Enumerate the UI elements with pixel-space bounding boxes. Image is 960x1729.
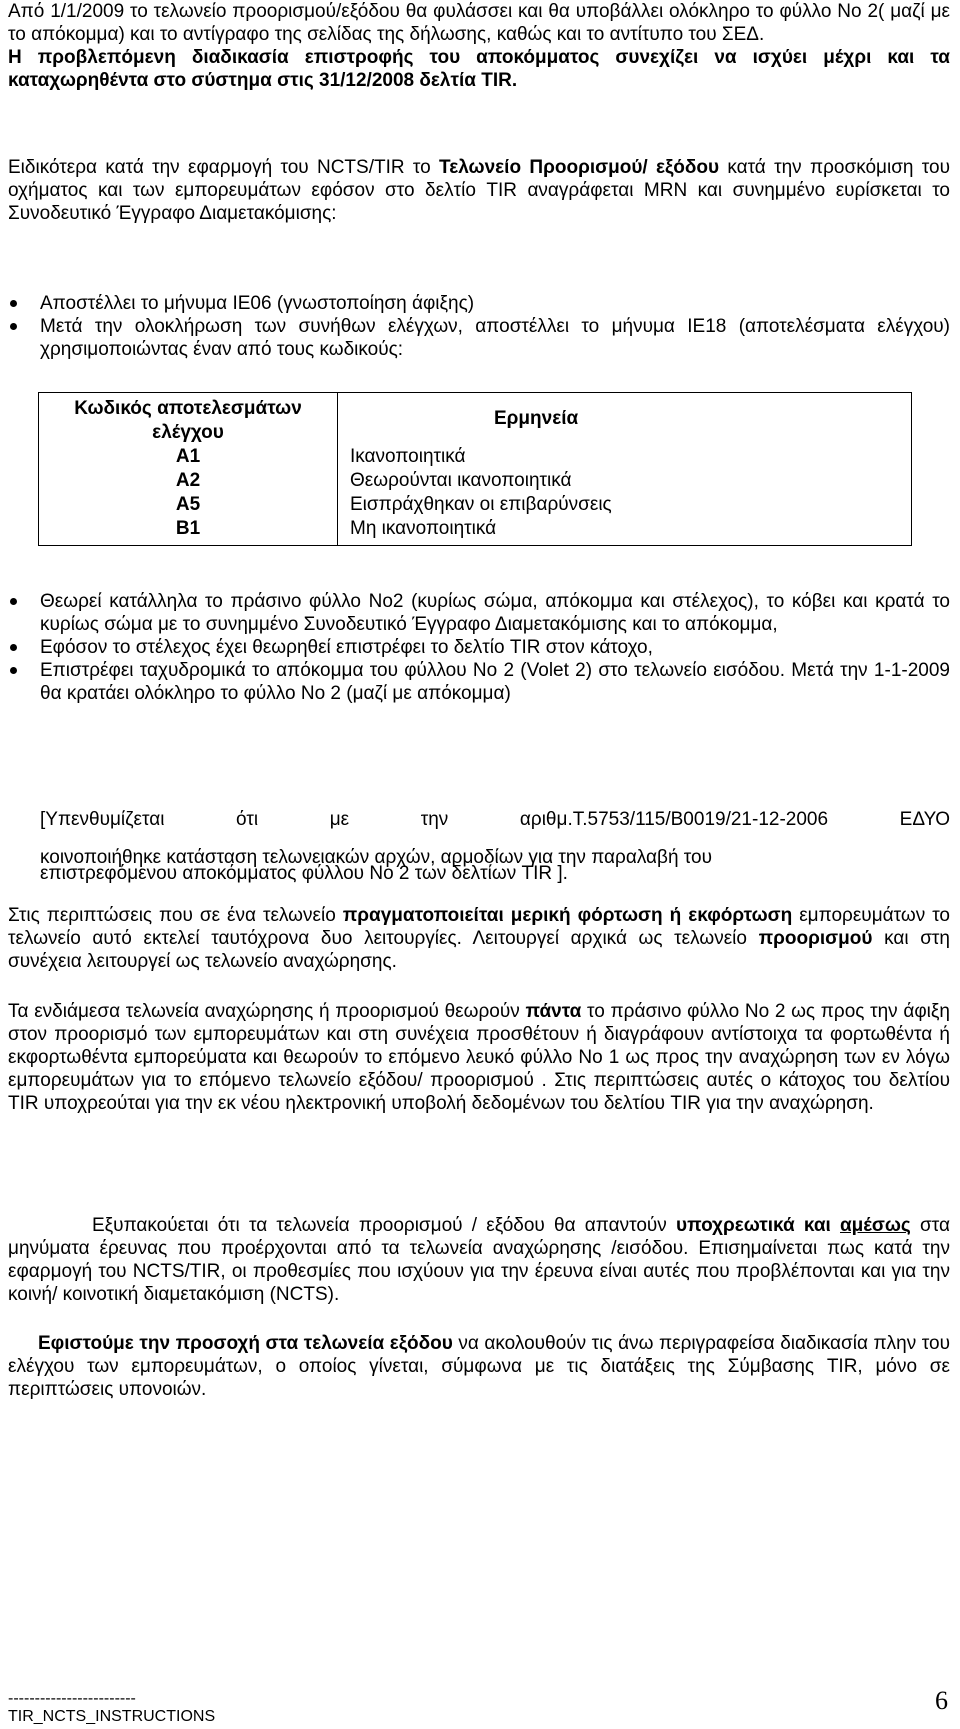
- bullet-icon: [10, 667, 17, 674]
- list-item: [8, 315, 950, 361]
- meaning-cell: Μη ικανοποιητικά: [350, 518, 497, 539]
- intro-text: Από 1/1/2009 το τελωνείο προορισμού/εξόδου θα φυλάσσει και θα υποβάλλει ολόκληρο το φύλλο Νο 2( μαζί με το απόκομμα) και το αντίγραφο της σελίδας της δήλωσης, καθώς και το αντίτυπο του ΣΕΔ.: [8, 1, 950, 45]
- bullet-icon: [10, 644, 17, 651]
- para4-text-1: Τα ενδιάμεσα τελωνεία αναχώρησης ή προορισμού θεωρούν: [8, 1001, 526, 1022]
- list-item: [8, 590, 950, 636]
- para2-text-2: κατά την προσκόμιση του οχήματος και των εμπορευμάτων εφόσον στο δελτίο TIR αναγράφεται MRN και συνημμένο ευρίσκεται το Συνοδευτικό Έγγραφο Διαμετακόμισης:: [8, 157, 950, 224]
- code-cell: B1: [39, 517, 338, 546]
- control-codes-table: [38, 392, 912, 546]
- table-header-row: [39, 393, 912, 446]
- code-cell: A2: [39, 469, 338, 493]
- reminder-line-2: κοινοποιήθηκε κατάσταση τελωνειακών αρχών, αρμοδίων για την παραλαβή του: [40, 847, 712, 868]
- para2-text-1: Ειδικότερα κατά την εφαρμογή του NCTS/TIR το: [8, 157, 439, 178]
- footer-separator: ------------------------: [8, 1690, 136, 1707]
- table-row: [39, 517, 912, 546]
- reminder-line-1: [Υπενθυμίζεται ότι με την αριθμ.Τ.5753/115/Β0019/21-12-2006 ΕΔΥΟ: [40, 809, 950, 830]
- bullet-icon: [10, 598, 17, 605]
- bullet-list-1: [8, 292, 950, 361]
- page-number: 6: [935, 1686, 948, 1715]
- para3-text-3: και στη συνέχεια λειτουργεί ως τελωνείο αναχώρησης.: [8, 928, 950, 972]
- para-attention: [8, 1332, 950, 1401]
- para4-bold: πάντα: [525, 1001, 582, 1022]
- list-item: [8, 659, 950, 705]
- meaning-cell: Εισπράχθηκαν οι επιβαρύνσεις: [350, 494, 612, 515]
- list-item-text: Επιστρέφει ταχυδρομικά το απόκομμα του φύλλου Νο 2 (Volet 2) στο τελωνείο εισόδου. Μετά την 1-1-2009 θα κρατάει ολόκληρο το φύλλο Νο 2 (μαζί με απόκομμα): [40, 660, 950, 704]
- list-item-text: Αποστέλλει το μήνυμα IE06 (γνωστοποίηση άφιξης): [40, 293, 475, 314]
- bullet-icon: [10, 323, 17, 330]
- para4-text-2: το πράσινο φύλλο Νο 2 ως προς την άφιξη στον προορισμό των εμπορευμάτων και στη συνέχεια προσθέτουν ή διαγράφουν αντίστοιχα τα φορτωθέντα ή εκφορτωθέντα εμπορεύματα και θεωρούν το επόμενο λευκό φύλλο Νο 1 ως προς την αναχώρηση των εν λόγω εμπορευμάτων για το επόμενο τελωνείο εξόδου/ προορισμού . Στις περιπτώσεις αυτές ο κάτοχος του δελτίου TIR υποχρεούται για την εκ νέου ηλεκτρονική υποβολή δεδομένων του δελτίου TIR για την αναχώρηση.: [8, 1001, 950, 1114]
- para5-text-1: Εξυπακούεται ότι τα τελωνεία προορισμού / εξόδου θα απαντούν: [92, 1215, 677, 1236]
- list-item-text: Θεωρεί κατάλληλα το πράσινο φύλλο Νο2 (κυρίως σώμα, απόκομμα και στέλεχος), το κόβει και κρατά το κυρίως σώμα με το συνημμένο Συνοδευτικό Έγγραφο Διαμετακόμισης και το απόκομμα,: [40, 591, 950, 635]
- intro-bold-text: Η προβλεπόμενη διαδικασία επιστροφής του αποκόμματος συνεχίζει να ισχύει μέχρι και τα καταχωρηθέντα στο σύστημα στις 31/12/2008 δελτία TIR.: [8, 47, 950, 91]
- para-destination-office: [8, 156, 950, 225]
- list-item: [8, 636, 950, 659]
- para-intermediate-offices: [8, 1000, 950, 1115]
- para3-text-2: εμπορευμάτων το τελωνείο αυτό εκτελεί ταυτόχρονα δυο λειτουργίες. Λειτουργεί αρχικά ως τελωνείο: [8, 905, 950, 949]
- para2-bold: Τελωνείο Προορισμού/ εξόδου: [439, 157, 720, 178]
- bullet-icon: [10, 300, 17, 307]
- list-item: [8, 292, 950, 315]
- para6-text: να ακολουθούν τις άνω περιγραφείσα διαδικασία πλην του ελέγχου των εμπορευμάτων, ο οποίος γίνεται, σύμφωνα με τις διατάξεις της Σύμβασης TIR, μόνο σε περιπτώσεις υπονοιών.: [8, 1333, 950, 1400]
- table-row: [39, 445, 912, 469]
- para5-bold: υποχρεωτικά και: [676, 1215, 840, 1236]
- para5-bold-underline: αμέσως: [840, 1215, 911, 1236]
- para6-bold: Εφιστούμε την προσοχή στα τελωνεία εξόδου: [38, 1333, 453, 1354]
- para-enquiries: [8, 1214, 950, 1306]
- code-cell: A5: [39, 493, 338, 517]
- table-row: [39, 493, 912, 517]
- table-row: [39, 469, 912, 493]
- footer-document-name: TIR_NCTS_INSTRUCTIONS: [8, 1708, 216, 1725]
- list-item-text: Μετά την ολοκλήρωση των συνήθων ελέγχων, αποστέλλει το μήνυμα IE18 (αποτελέσματα ελέγχου) χρησιμοποιώντας έναν από τους κωδικούς:: [40, 316, 950, 360]
- para3-bold-1: πραγματοποιείται μερική φόρτωση ή εκφόρτωση: [342, 905, 793, 926]
- para3-bold-2: προορισμού: [758, 928, 873, 949]
- code-cell: A1: [39, 445, 338, 469]
- bullet-list-2: [8, 590, 950, 705]
- para-partial-loading: [8, 904, 950, 973]
- intro-paragraph: [8, 0, 950, 92]
- para5-text-2: στα μηνύματα έρευνας που προέρχονται από τα τελωνεία αναχώρησης /εισόδου. Επισημαίνεται πως κατά την εφαρμογή του NCTS/TIR, οι προθεσμίες που ισχύουν για την έρευνα είναι αυτές που προβλέπονται και για την κοινή/ κοινοτική διαμετακόμιση (NCTS).: [8, 1215, 950, 1305]
- meaning-cell: Θεωρούνται ικανοποιητικά: [350, 470, 572, 491]
- header-code: Κωδικός αποτελεσμάτων ελέγχου: [39, 393, 338, 446]
- reminder-line-3: επιστρεφόμενου αποκόμματος φύλλου Νο 2 των δελτίων TIR ].: [40, 863, 568, 884]
- para3-text-1: Στις περιπτώσεις που σε ένα τελωνείο: [8, 905, 343, 926]
- meaning-cell: Ικανοποιητικά: [350, 446, 466, 467]
- list-item-text: Εφόσον το στέλεχος έχει θεωρηθεί επιστρέφει το δελτίο TIR στον κάτοχο,: [40, 637, 653, 658]
- header-meaning: Ερμηνεία: [494, 408, 579, 429]
